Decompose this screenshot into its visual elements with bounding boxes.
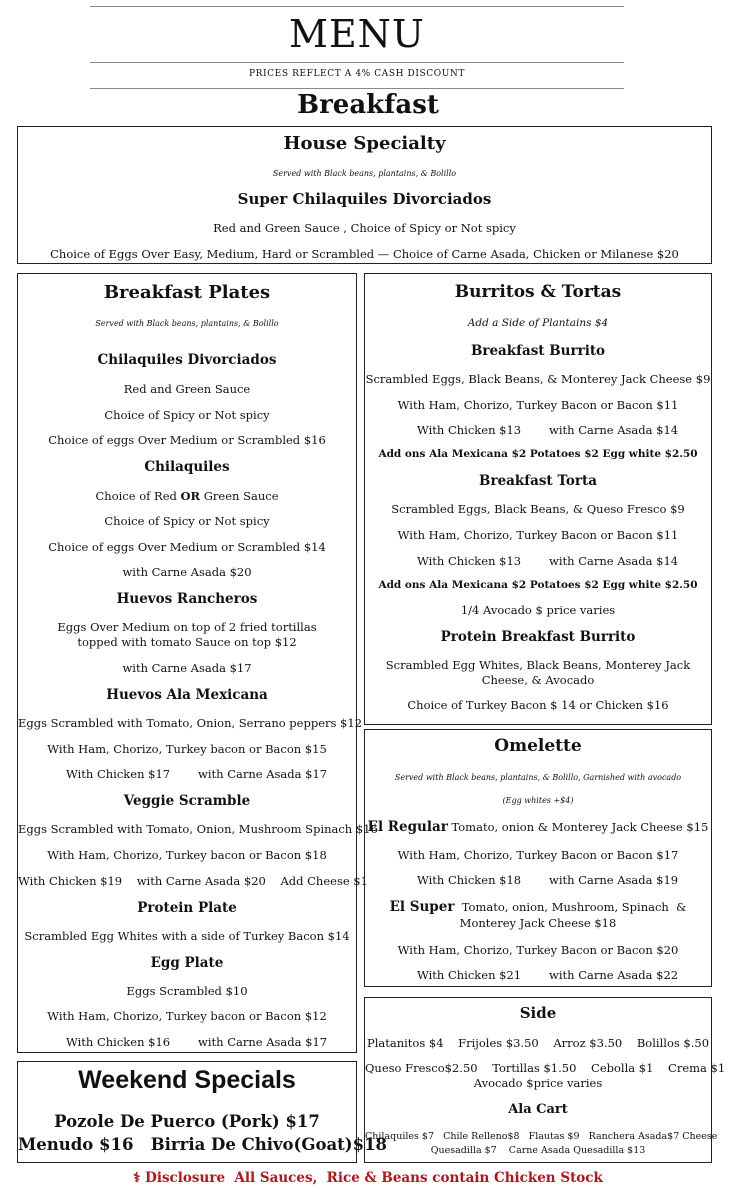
mexicana-l3a: With Chicken $17 <box>66 767 171 781</box>
egg-plate-l3a: With Chicken $16 <box>66 1035 171 1049</box>
burrito-addons: Add ons Ala Mexicana $2 Potatoes $2 Egg white $2.50 <box>378 448 698 460</box>
egg-plate-l1: Eggs Scrambled $10 <box>126 984 248 998</box>
title-rule <box>90 62 624 63</box>
breakfast-plates-note: Served with Black beans, plantains, & Bolillo <box>95 319 279 328</box>
protein-burrito-l1: Scrambled Egg Whites, Black Beans, Monterey Jack Cheese, & Avocado <box>385 658 691 687</box>
house-specialty-line2: Choice of Eggs Over Easy, Medium, Hard or Scrambled — Choice of Carne Asada, Chicken or Milanese $20 <box>50 247 679 261</box>
rancheros-l2: with Carne Asada $17 <box>122 661 252 675</box>
el-super-name: El Super <box>389 899 455 915</box>
chil-l3: Choice of eggs Over Medium or Scrambled $14 <box>48 540 326 554</box>
protein-plate-l1: Scrambled Egg Whites with a side of Turkey Bacon $14 <box>24 929 350 943</box>
disclosure-text: Disclosure All Sauces, Rice & Beans contain Chicken Stock <box>145 1170 603 1186</box>
mexicana-l2: With Ham, Chorizo, Turkey bacon or Bacon $15 <box>47 742 327 756</box>
el-regular-l3b: with Carne Asada $19 <box>549 873 679 887</box>
breakfast-plates-title: Breakfast Plates <box>103 282 271 303</box>
veggie-l2: With Ham, Chorizo, Turkey bacon or Bacon $18 <box>47 848 327 862</box>
chil-div-l2: Choice of Spicy or Not spicy <box>104 408 270 422</box>
torta-l1: Scrambled Eggs, Black Beans, & Queso Fresco $9 <box>391 502 685 516</box>
el-super-line <box>373 899 703 931</box>
chil-l2: Choice of Spicy or Not spicy <box>104 514 270 528</box>
burrito-l1: Scrambled Eggs, Black Beans, & Monterey Jack Cheese $9 <box>365 372 711 386</box>
burrito-l2: With Ham, Chorizo, Turkey Bacon or Bacon $11 <box>397 398 679 412</box>
huevos-rancheros-name: Huevos Rancheros <box>116 591 258 607</box>
chilaquiles-name: Chilaquiles <box>144 459 230 475</box>
weekend-specials-title: Weekend Specials <box>78 1066 296 1094</box>
ala-cart-l1: Chilaquiles $7 Chile Relleno$8 Flautas $9 Ranchera Asada$7 Cheese <box>365 1131 718 1142</box>
weekend-l2: Menudo $16 Birria De Chivo(Goat)$18 <box>18 1135 388 1154</box>
protein-burrito-name: Protein Breakfast Burrito <box>440 629 636 645</box>
chil-l1a: Choice of Red <box>95 489 181 503</box>
chil-l1 <box>18 489 356 503</box>
house-specialty-note: Served with Black beans, plantains, & Bolillo <box>272 169 457 178</box>
subtitle-rule <box>90 88 624 89</box>
mexicana-l3b: with Carne Asada $17 <box>198 767 328 781</box>
omelette-box <box>364 729 712 987</box>
protein-plate-name: Protein Plate <box>137 900 237 916</box>
burritos-tortas-box <box>364 273 712 725</box>
el-regular-line <box>365 819 711 835</box>
veggie-scramble-name: Veggie Scramble <box>123 793 251 809</box>
ala-cart-l2: Quesadilla $7 Carne Asada Quesadilla $13 <box>430 1145 646 1156</box>
section-title: Breakfast <box>297 90 439 120</box>
el-super-l3a: With Chicken $21 <box>417 968 522 982</box>
disclosure-line <box>0 1170 736 1186</box>
egg-plate-name: Egg Plate <box>150 955 224 971</box>
house-specialty-line1: Red and Green Sauce , Choice of Spicy or Not spicy <box>213 221 516 235</box>
breakfast-torta-name: Breakfast Torta <box>479 473 597 489</box>
weekend-l1: Pozole De Puerco (Pork) $17 <box>54 1112 320 1131</box>
torta-l3a: With Chicken $13 <box>417 554 522 568</box>
veggie-l3: With Chicken $19 with Carne Asada $20 Add Cheese $1 <box>18 874 368 888</box>
rancheros-l1: Eggs Over Medium on top of 2 fried tortillas topped with tomato Sauce on top $12 <box>57 620 317 649</box>
menu-title: MENU <box>289 12 425 56</box>
burrito-l3a: With Chicken $13 <box>417 423 522 437</box>
omelette-note2: (Egg whites +$4) <box>502 796 574 805</box>
side-title: Side <box>519 1004 557 1022</box>
chil-div-l3: Choice of eggs Over Medium or Scrambled $16 <box>48 433 326 447</box>
caduceus-icon: ⚕ <box>133 1170 141 1186</box>
egg-plate-l2: With Ham, Chorizo, Turkey bacon or Bacon $12 <box>47 1009 327 1023</box>
omelette-note: Served with Black beans, plantains, & Bolillo, Garnished with avocado <box>394 773 682 782</box>
el-super-l3b: with Carne Asada $22 <box>549 968 679 982</box>
mexicana-l1: Eggs Scrambled with Tomato, Onion, Serrano peppers $12 <box>18 716 363 730</box>
burritos-tortas-title: Burritos & Tortas <box>454 282 622 302</box>
protein-burrito-l2: Choice of Turkey Bacon $ 14 or Chicken $16 <box>407 698 669 712</box>
torta-l3b: with Carne Asada $14 <box>549 554 679 568</box>
burrito-l3b: with Carne Asada $14 <box>549 423 679 437</box>
chil-l1b: OR <box>180 489 201 503</box>
top-rule <box>90 6 624 7</box>
chil-l1c: Green Sauce <box>200 489 279 503</box>
house-specialty-box <box>17 126 712 264</box>
chil-l4: with Carne Asada $20 <box>122 565 252 579</box>
side-l3: Avocado $price varies <box>473 1076 603 1090</box>
super-chilaquiles-name: Super Chilaquiles Divorciados <box>237 190 492 208</box>
ala-cart-title: Ala Cart <box>508 1102 568 1117</box>
house-specialty-title: House Specialty <box>283 133 446 154</box>
torta-avocado: 1/4 Avocado $ price varies <box>460 603 616 617</box>
el-regular-l3a: With Chicken $18 <box>417 873 522 887</box>
weekend-specials-box <box>17 1061 388 1163</box>
breakfast-plates-box <box>17 273 378 1053</box>
omelette-title: Omelette <box>494 736 582 756</box>
breakfast-burrito-name: Breakfast Burrito <box>470 343 606 359</box>
huevos-ala-mexicana-name: Huevos Ala Mexicana <box>106 687 268 703</box>
side-l1: Platanitos $4 Frijoles $3.50 Arroz $3.50 Bolillos $.50 <box>366 1036 710 1050</box>
torta-l2: With Ham, Chorizo, Turkey Bacon or Bacon $11 <box>397 528 679 542</box>
egg-plate-l3b: with Carne Asada $17 <box>198 1035 328 1049</box>
el-super-l2: With Ham, Chorizo, Turkey Bacon or Bacon $20 <box>397 943 679 957</box>
chil-div-l1: Red and Green Sauce <box>123 382 251 396</box>
el-regular-name: El Regular <box>367 819 448 835</box>
veggie-l1: Eggs Scrambled with Tomato, Onion, Mushroom Spinach $16 <box>18 822 378 836</box>
side-box <box>364 997 726 1163</box>
burritos-note: Add a Side of Plantains $4 <box>467 317 609 329</box>
el-regular-l2: With Ham, Chorizo, Turkey Bacon or Bacon $17 <box>397 848 679 862</box>
side-l2: Queso Fresco$2.50 Tortillas $1.50 Cebolla $1 Crema $1 <box>365 1061 726 1075</box>
el-super-desc: Tomato, onion, Mushroom, Spinach & Monterey Jack Cheese $18 <box>454 900 691 930</box>
chilaquiles-divorciados-name: Chilaquiles Divorciados <box>97 352 277 368</box>
torta-addons: Add ons Ala Mexicana $2 Potatoes $2 Egg white $2.50 <box>378 579 698 591</box>
el-regular-desc: Tomato, onion & Monterey Jack Cheese $15 <box>447 820 709 834</box>
price-note: PRICES REFLECT A 4% CASH DISCOUNT <box>249 69 465 79</box>
